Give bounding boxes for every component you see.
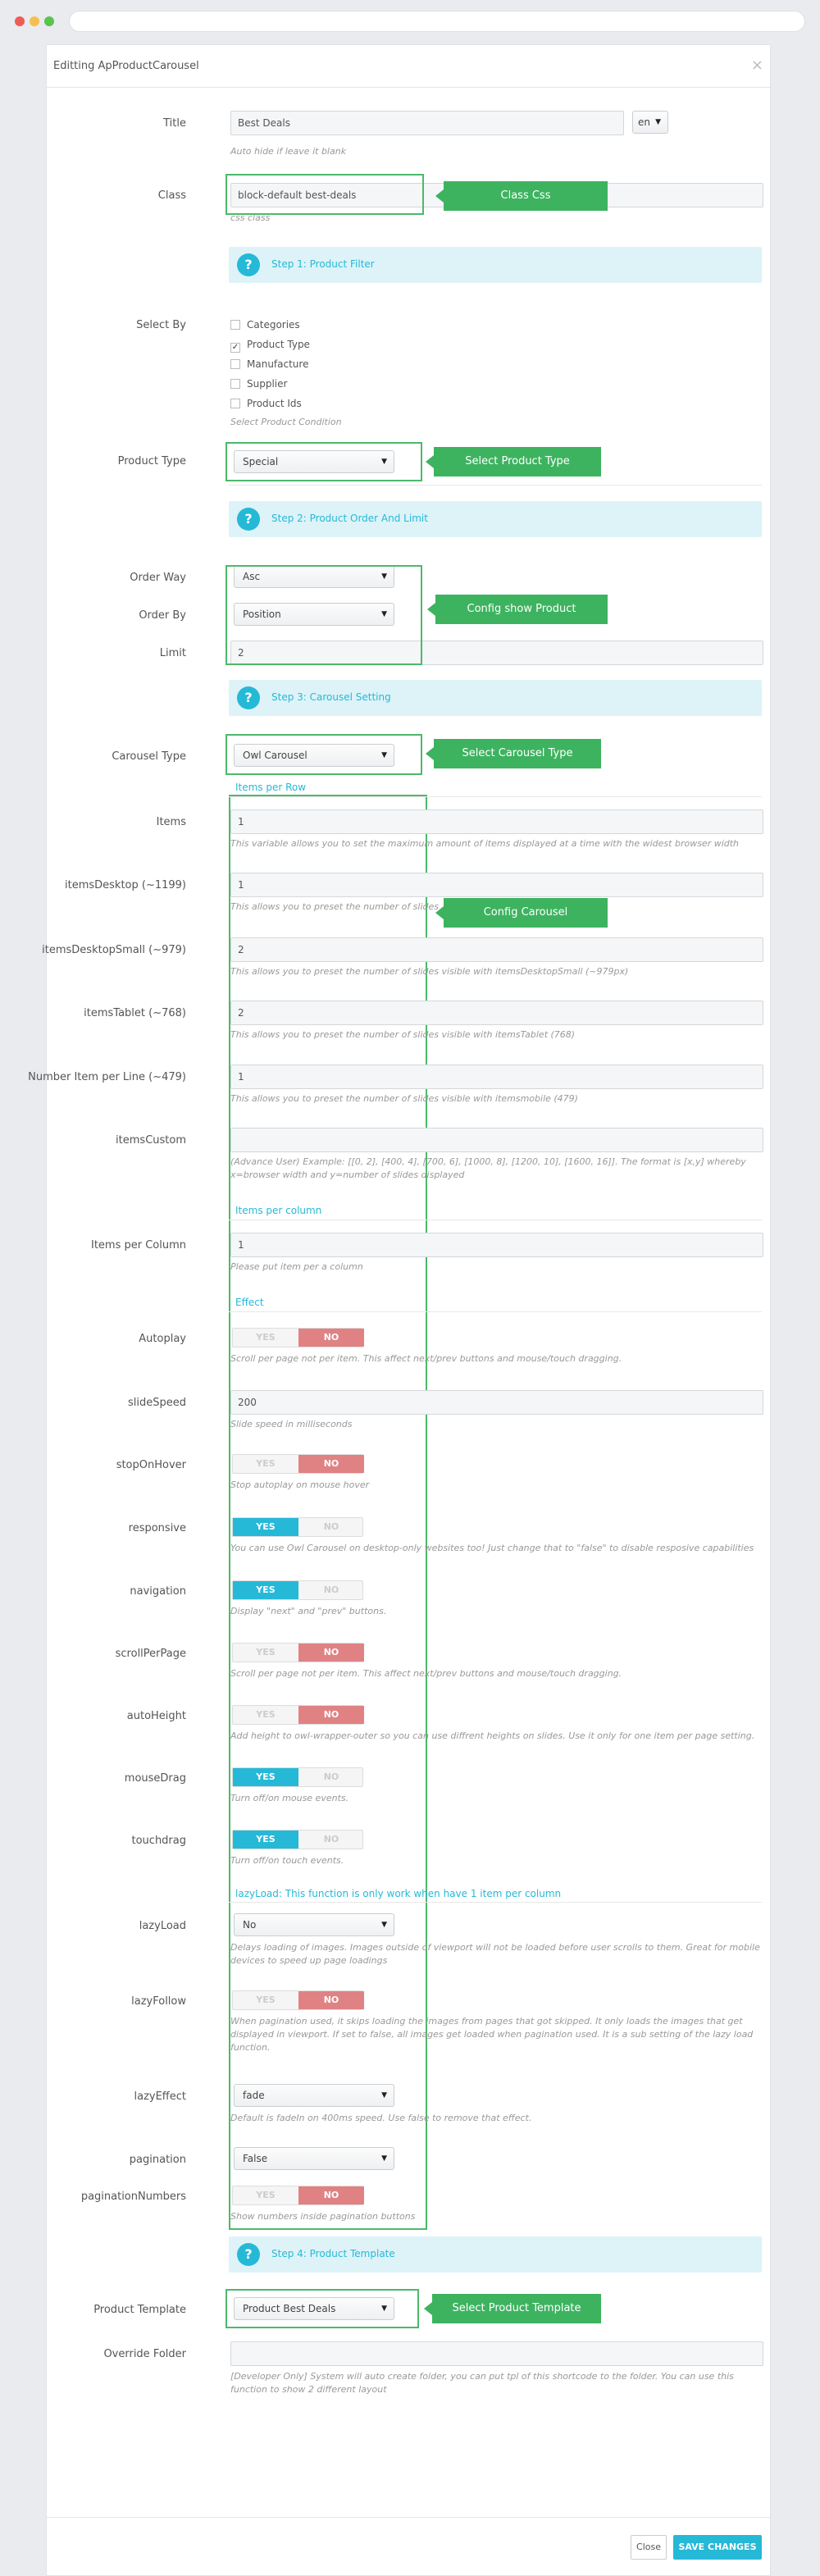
limit-input[interactable]: 2	[230, 641, 763, 665]
items-desktop-label: itemsDesktop (~1199)	[64, 879, 186, 891]
checkbox-box[interactable]	[230, 359, 240, 369]
close-button[interactable]: Close	[631, 2535, 667, 2560]
question-icon: ?	[237, 508, 260, 531]
items-mobile-label: Number Item per Line (~479)	[28, 1071, 186, 1083]
items-tablet-label: itemsTablet (~768)	[84, 1007, 186, 1019]
toggle-yes[interactable]: YES	[256, 2190, 276, 2200]
autoplay-toggle[interactable]	[232, 1328, 363, 1347]
edit-modal	[28, 44, 771, 2576]
product-type-label: Product Type	[117, 455, 186, 467]
carousel-type-highlight	[226, 734, 422, 775]
order-by-label: Order By	[139, 609, 186, 622]
chevron-down-icon: ▼	[381, 610, 387, 618]
pagination-numbers-toggle[interactable]	[232, 2186, 363, 2205]
items-mobile-input[interactable]: 1	[230, 1065, 763, 1089]
chevron-down-icon: ▼	[381, 1921, 387, 1929]
pagination-label: pagination	[129, 2154, 186, 2166]
language-select[interactable]	[632, 111, 668, 134]
effect-link[interactable]: Effect	[235, 1297, 264, 1308]
question-icon: ?	[237, 2243, 260, 2266]
items-per-column-label: Items per Column	[90, 1239, 186, 1252]
pagination-value: False	[243, 2153, 268, 2164]
step1-banner	[229, 247, 762, 283]
items-label: Items	[156, 816, 186, 828]
override-folder-label: Override Folder	[103, 2348, 186, 2360]
toggle-no[interactable]: NO	[298, 1644, 364, 1662]
checkbox-product-type[interactable]	[230, 339, 310, 353]
order-way-label: Order Way	[130, 572, 186, 584]
checkbox-categories[interactable]	[230, 319, 300, 331]
step4-banner	[229, 2236, 762, 2273]
class-input[interactable]: block-default best-deals	[230, 183, 763, 207]
toggle-no[interactable]: NO	[298, 1991, 364, 2009]
lazy-load-note: lazyLoad: This function is only work when have 1 item per column	[235, 1888, 562, 1899]
items-desktop-small-input[interactable]: 2	[230, 937, 763, 962]
lazy-load-label: lazyLoad	[139, 1920, 186, 1932]
toggle-yes[interactable]: YES	[256, 1332, 276, 1343]
touch-drag-toggle[interactable]	[232, 1830, 363, 1849]
navigation-toggle[interactable]	[232, 1580, 363, 1600]
language-value: en	[638, 116, 650, 128]
touch-drag-help: Turn off/on touch events.	[230, 1855, 344, 1866]
slide-speed-help: Slide speed in milliseconds	[230, 1419, 353, 1429]
save-changes-button[interactable]: SAVE CHANGES	[673, 2535, 762, 2560]
override-folder-input[interactable]	[230, 2341, 763, 2366]
close-window-icon[interactable]	[15, 16, 25, 26]
lazy-follow-label: lazyFollow	[131, 1995, 186, 2008]
toggle-yes[interactable]: YES	[256, 1458, 276, 1469]
items-tablet-input[interactable]: 2	[230, 1001, 763, 1025]
items-desktop-small-help: This allows you to preset the number of slides visible with itemsDesktopSmall (~979px)	[230, 966, 629, 977]
auto-height-help: Add height to owl-wrapper-outer so you can use diffrent heights on slides. Use it only for one item per page setting.	[230, 1730, 755, 1741]
toggle-no[interactable]: NO	[298, 1706, 364, 1724]
select-by-label: Select By	[136, 319, 186, 331]
product-type-value: Special	[243, 456, 279, 467]
order-highlight	[226, 565, 422, 665]
config-carousel-callout: Config Carousel	[444, 898, 608, 928]
checkbox-label: Manufacture	[247, 358, 309, 370]
toggle-yes[interactable]: YES	[256, 1647, 276, 1657]
override-folder-help: [Developer Only] System will auto create folder, you can put tpl of this shortcode to the folder. You can use this function to show 2 different layout	[230, 2371, 734, 2395]
checkbox-box[interactable]	[230, 399, 240, 408]
footer-divider	[47, 2517, 770, 2518]
product-type-highlight	[226, 442, 422, 481]
autoplay-label: Autoplay	[139, 1333, 186, 1345]
checkbox-product-ids[interactable]	[230, 398, 302, 409]
product-template-label: Product Template	[93, 2304, 186, 2316]
modal-header	[47, 45, 770, 88]
toggle-no[interactable]: NO	[298, 1329, 364, 1347]
product-template-callout: Select Product Template	[432, 2294, 601, 2323]
toggle-yes[interactable]: YES	[233, 1581, 298, 1599]
autoplay-help: Scroll per page not per item. This affect next/prev buttons and mouse/touch dragging.	[230, 1353, 622, 1364]
stop-on-hover-help: Stop autoplay on mouse hover	[230, 1479, 370, 1490]
navigation-help: Display "next" and "prev" buttons.	[230, 1606, 387, 1616]
stop-on-hover-toggle[interactable]	[232, 1454, 363, 1474]
class-help: css class	[230, 212, 271, 223]
items-per-row-link[interactable]: Items per Row	[235, 782, 307, 793]
auto-height-label: autoHeight	[126, 1710, 186, 1722]
items-desktop-input[interactable]: 1	[230, 873, 763, 897]
navigation-label: navigation	[130, 1585, 186, 1598]
step3-title: Step 3: Carousel Setting	[271, 691, 391, 703]
responsive-label: responsive	[128, 1522, 186, 1534]
checkbox-label: Product Type	[247, 339, 310, 350]
step4-title: Step 4: Product Template	[271, 2248, 395, 2259]
close-icon[interactable]: ×	[750, 57, 763, 74]
step2-title: Step 2: Product Order And Limit	[271, 513, 428, 524]
checkbox-supplier[interactable]	[230, 378, 287, 390]
mouse-drag-toggle[interactable]	[232, 1767, 363, 1787]
order-callout: Config show Product	[435, 595, 608, 624]
address-bar[interactable]	[69, 11, 805, 32]
carousel-type-label: Carousel Type	[112, 750, 186, 763]
chevron-down-icon: ▼	[381, 572, 387, 581]
select-by-help: Select Product Condition	[230, 417, 342, 427]
title-label: Title	[163, 117, 186, 130]
checkbox-label: Product Ids	[247, 398, 302, 409]
lazy-follow-help: When pagination used, it skips loading the images from pages that got skipped. It only loads the images that get displayed in viewport. If set to false, all images get loaded when pagination used. It is a sub setting of the lazy load function.	[230, 2016, 754, 2053]
scroll-per-page-label: scrollPerPage	[115, 1648, 186, 1660]
lazy-follow-toggle[interactable]	[232, 1990, 363, 2010]
items-desktop-small-label: itemsDesktopSmall (~979)	[42, 944, 186, 956]
order-by-value: Position	[243, 609, 281, 620]
chevron-down-icon: ▼	[381, 2305, 387, 2313]
items-input[interactable]: 1	[230, 809, 763, 834]
limit-label: Limit	[159, 647, 186, 659]
toggle-no[interactable]: NO	[298, 2186, 364, 2204]
items-custom-help: (Advance User) Example: [[0, 2], [400, 4], [700, 6], [1000, 8], [1200, 10], [1600, 16]]. The format is [x,y] whereby x=browser width and y=number of slides displayed	[230, 1156, 746, 1180]
toggle-yes[interactable]: YES	[233, 1831, 298, 1849]
items-mobile-help: This allows you to preset the number of slides visible with itemsmobile (479)	[230, 1093, 578, 1104]
stop-on-hover-label: stopOnHover	[116, 1459, 186, 1471]
modal-title: Editting ApProductCarousel	[53, 60, 199, 72]
divider	[229, 796, 762, 797]
maximize-window-icon[interactable]	[44, 16, 54, 26]
lazy-load-select[interactable]	[234, 1913, 394, 1936]
step2-banner	[229, 501, 762, 537]
class-label: Class	[157, 189, 186, 202]
product-type-callout: Select Product Type	[434, 447, 601, 476]
chevron-down-icon: ▼	[655, 118, 661, 126]
lazy-effect-select[interactable]	[234, 2084, 394, 2107]
chevron-down-icon: ▼	[381, 751, 387, 759]
toggle-no[interactable]: NO	[323, 1584, 339, 1595]
question-icon: ?	[237, 253, 260, 276]
lazy-load-value: No	[243, 1919, 257, 1931]
checkmark-icon[interactable]: ✓	[231, 343, 239, 352]
items-desktop-help: This allows you to preset the number of slides	[230, 901, 440, 912]
mouse-drag-help: Turn off/on mouse events.	[230, 1793, 349, 1803]
lazy-effect-value: fade	[243, 2090, 265, 2101]
title-help: Auto hide if leave it blank	[230, 146, 347, 157]
items-custom-label: itemsCustom	[116, 1134, 186, 1147]
items-tablet-help: This allows you to preset the number of slides visible with itemsTablet (768)	[230, 1029, 576, 1040]
checkbox-manufacture[interactable]	[230, 358, 308, 370]
items-help: This variable allows you to set the maximum amount of items displayed at a time with the widest browser width	[230, 838, 740, 849]
items-per-column-input[interactable]: 1	[230, 1233, 763, 1257]
step3-banner	[229, 680, 762, 716]
checkbox-label: Categories	[247, 319, 300, 331]
chevron-down-icon: ▼	[381, 458, 387, 466]
checkbox-box[interactable]	[230, 379, 240, 389]
lazy-load-help: Delays loading of images. Images outside of viewport will not be loaded before user scrolls to them. Great for mobile devices to speed up page loadings	[230, 1942, 760, 1966]
responsive-toggle[interactable]	[232, 1517, 363, 1537]
scroll-per-page-help: Scroll per page not per item. This affect next/prev buttons and mouse/touch dragging.	[230, 1668, 622, 1679]
toggle-no[interactable]: NO	[323, 1834, 339, 1844]
divider	[229, 1311, 762, 1312]
class-callout: Class Css	[444, 181, 608, 211]
scroll-per-page-toggle[interactable]	[232, 1643, 363, 1662]
step1-title: Step 1: Product Filter	[271, 258, 375, 270]
carousel-type-value: Owl Carousel	[243, 750, 308, 761]
product-template-value: Product Best Deals	[243, 2303, 336, 2314]
toggle-yes[interactable]: YES	[256, 1995, 276, 2005]
toggle-yes[interactable]: YES	[233, 1768, 298, 1786]
pagination-numbers-label: paginationNumbers	[80, 2191, 186, 2203]
touch-drag-label: touchdrag	[131, 1835, 186, 1847]
lazy-effect-label: lazyEffect	[134, 2090, 186, 2103]
toggle-no[interactable]: NO	[323, 1771, 339, 1782]
slide-speed-label: slideSpeed	[128, 1397, 186, 1409]
browser-chrome	[0, 0, 820, 44]
divider	[229, 1902, 762, 1903]
product-template-highlight	[226, 2289, 419, 2328]
toggle-no[interactable]: NO	[323, 1521, 339, 1532]
minimize-window-icon[interactable]	[30, 16, 39, 26]
auto-height-toggle[interactable]	[232, 1705, 363, 1725]
chevron-down-icon: ▼	[381, 2154, 387, 2163]
items-per-column-help: Please put item per a column	[230, 1261, 363, 1272]
class-highlight	[226, 174, 424, 215]
order-way-value: Asc	[243, 571, 261, 582]
question-icon: ?	[237, 686, 260, 709]
checkbox-label: Supplier	[247, 378, 288, 390]
slide-speed-input[interactable]: 200	[230, 1390, 763, 1415]
title-input[interactable]: Best Deals	[230, 111, 624, 135]
toggle-yes[interactable]: YES	[256, 1709, 276, 1720]
toggle-no[interactable]: NO	[298, 1455, 364, 1473]
pagination-numbers-help: Show numbers inside pagination buttons	[230, 2211, 416, 2222]
checkbox-box[interactable]	[230, 320, 240, 330]
chevron-down-icon: ▼	[381, 2091, 387, 2100]
items-custom-input[interactable]	[230, 1128, 763, 1152]
items-per-column-link[interactable]: Items per column	[235, 1205, 322, 1216]
responsive-help: You can use Owl Carousel on desktop-only websites too! Just change that to "false" to disable resposive capabilities	[230, 1543, 754, 1553]
mouse-drag-label: mouseDrag	[124, 1772, 186, 1785]
carousel-type-callout: Select Carousel Type	[434, 739, 601, 768]
lazy-effect-help: Default is fadeIn on 400ms speed. Use false to remove that effect.	[230, 2113, 532, 2123]
divider	[229, 485, 762, 486]
toggle-yes[interactable]: YES	[233, 1518, 298, 1536]
pagination-select[interactable]	[234, 2147, 394, 2170]
